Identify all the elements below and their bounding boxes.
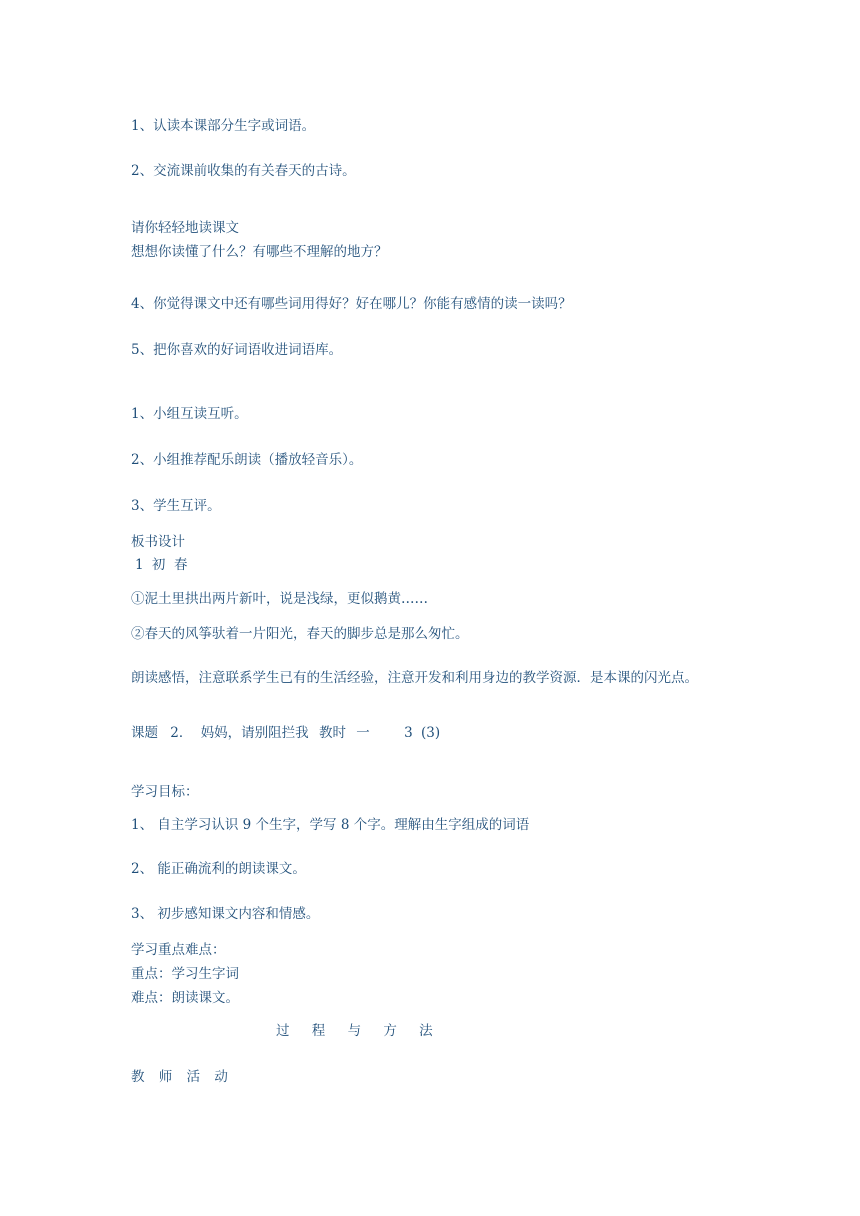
goal-item-2: 2、 能正确流利的朗读课文。 <box>131 861 306 877</box>
board-title <box>131 556 187 574</box>
goal-item-3: 3、 初步感知课文内容和情感。 <box>131 906 320 922</box>
key-difficulty-heading: 学习重点难点： <box>131 942 226 958</box>
prep-item-2: 2、交流课前收集的有关春天的古诗。 <box>131 163 356 179</box>
board-point-2: ②春天的风筝驮着一片阳光，春天的脚步总是那么匆忙。 <box>131 626 469 642</box>
reading-question: 想想你读懂了什么？有哪些不理解的地方？ <box>131 244 388 260</box>
goals-heading: 学习目标： <box>131 784 199 800</box>
board-title-text: 初 春 <box>151 557 188 573</box>
key-point: 重点：学习生字词 <box>131 966 239 982</box>
board-point-1: ①泥土里拱出两片新叶，说是浅绿，更似鹅黄…… <box>131 591 428 607</box>
lesson-title-row <box>131 724 440 742</box>
period-sub: (3) <box>420 725 441 741</box>
reading-item-5: 5、把你喜欢的好词语收进词语库。 <box>131 342 343 358</box>
group-item-3: 3、学生互评。 <box>131 498 221 514</box>
lesson-title: 妈妈，请别阻拦我 <box>200 725 309 741</box>
reading-instruction: 请你轻轻地读课文 <box>131 220 239 236</box>
lesson-number: 2． <box>170 725 193 741</box>
reading-item-4: 4、你觉得课文中还有哪些词用得好？好在哪儿？你能有感情的读一读吗？ <box>131 296 572 312</box>
period-total: 3 <box>404 725 413 741</box>
period-value: 一 <box>356 725 370 741</box>
period-label: 教时 <box>318 725 346 741</box>
teacher-activity-heading: 教 师 活 动 <box>131 1069 228 1085</box>
difficult-point: 难点：朗读课文。 <box>131 990 239 1006</box>
group-item-1: 1、小组互读互听。 <box>131 406 248 422</box>
prep-item-1: 1、认读本课部分生字或词语。 <box>131 118 316 134</box>
reflection-note: 朗读感悟，注意联系学生已有的生活经验，注意开发和利用身边的教学资源．是本课的闪光点。 <box>131 670 698 686</box>
goal-item-1: 1、 自主学习认识 9 个生字，学写 8 个字。理解由生字组成的词语 <box>131 817 530 833</box>
board-heading: 板书设计 <box>131 534 185 550</box>
group-item-2: 2、小组推荐配乐朗读（播放轻音乐）。 <box>131 452 363 468</box>
process-method-heading: 过 程 与 方 法 <box>276 1023 433 1039</box>
board-title-number: 1 <box>135 557 144 573</box>
lesson-title-prefix: 课题 <box>131 725 158 741</box>
